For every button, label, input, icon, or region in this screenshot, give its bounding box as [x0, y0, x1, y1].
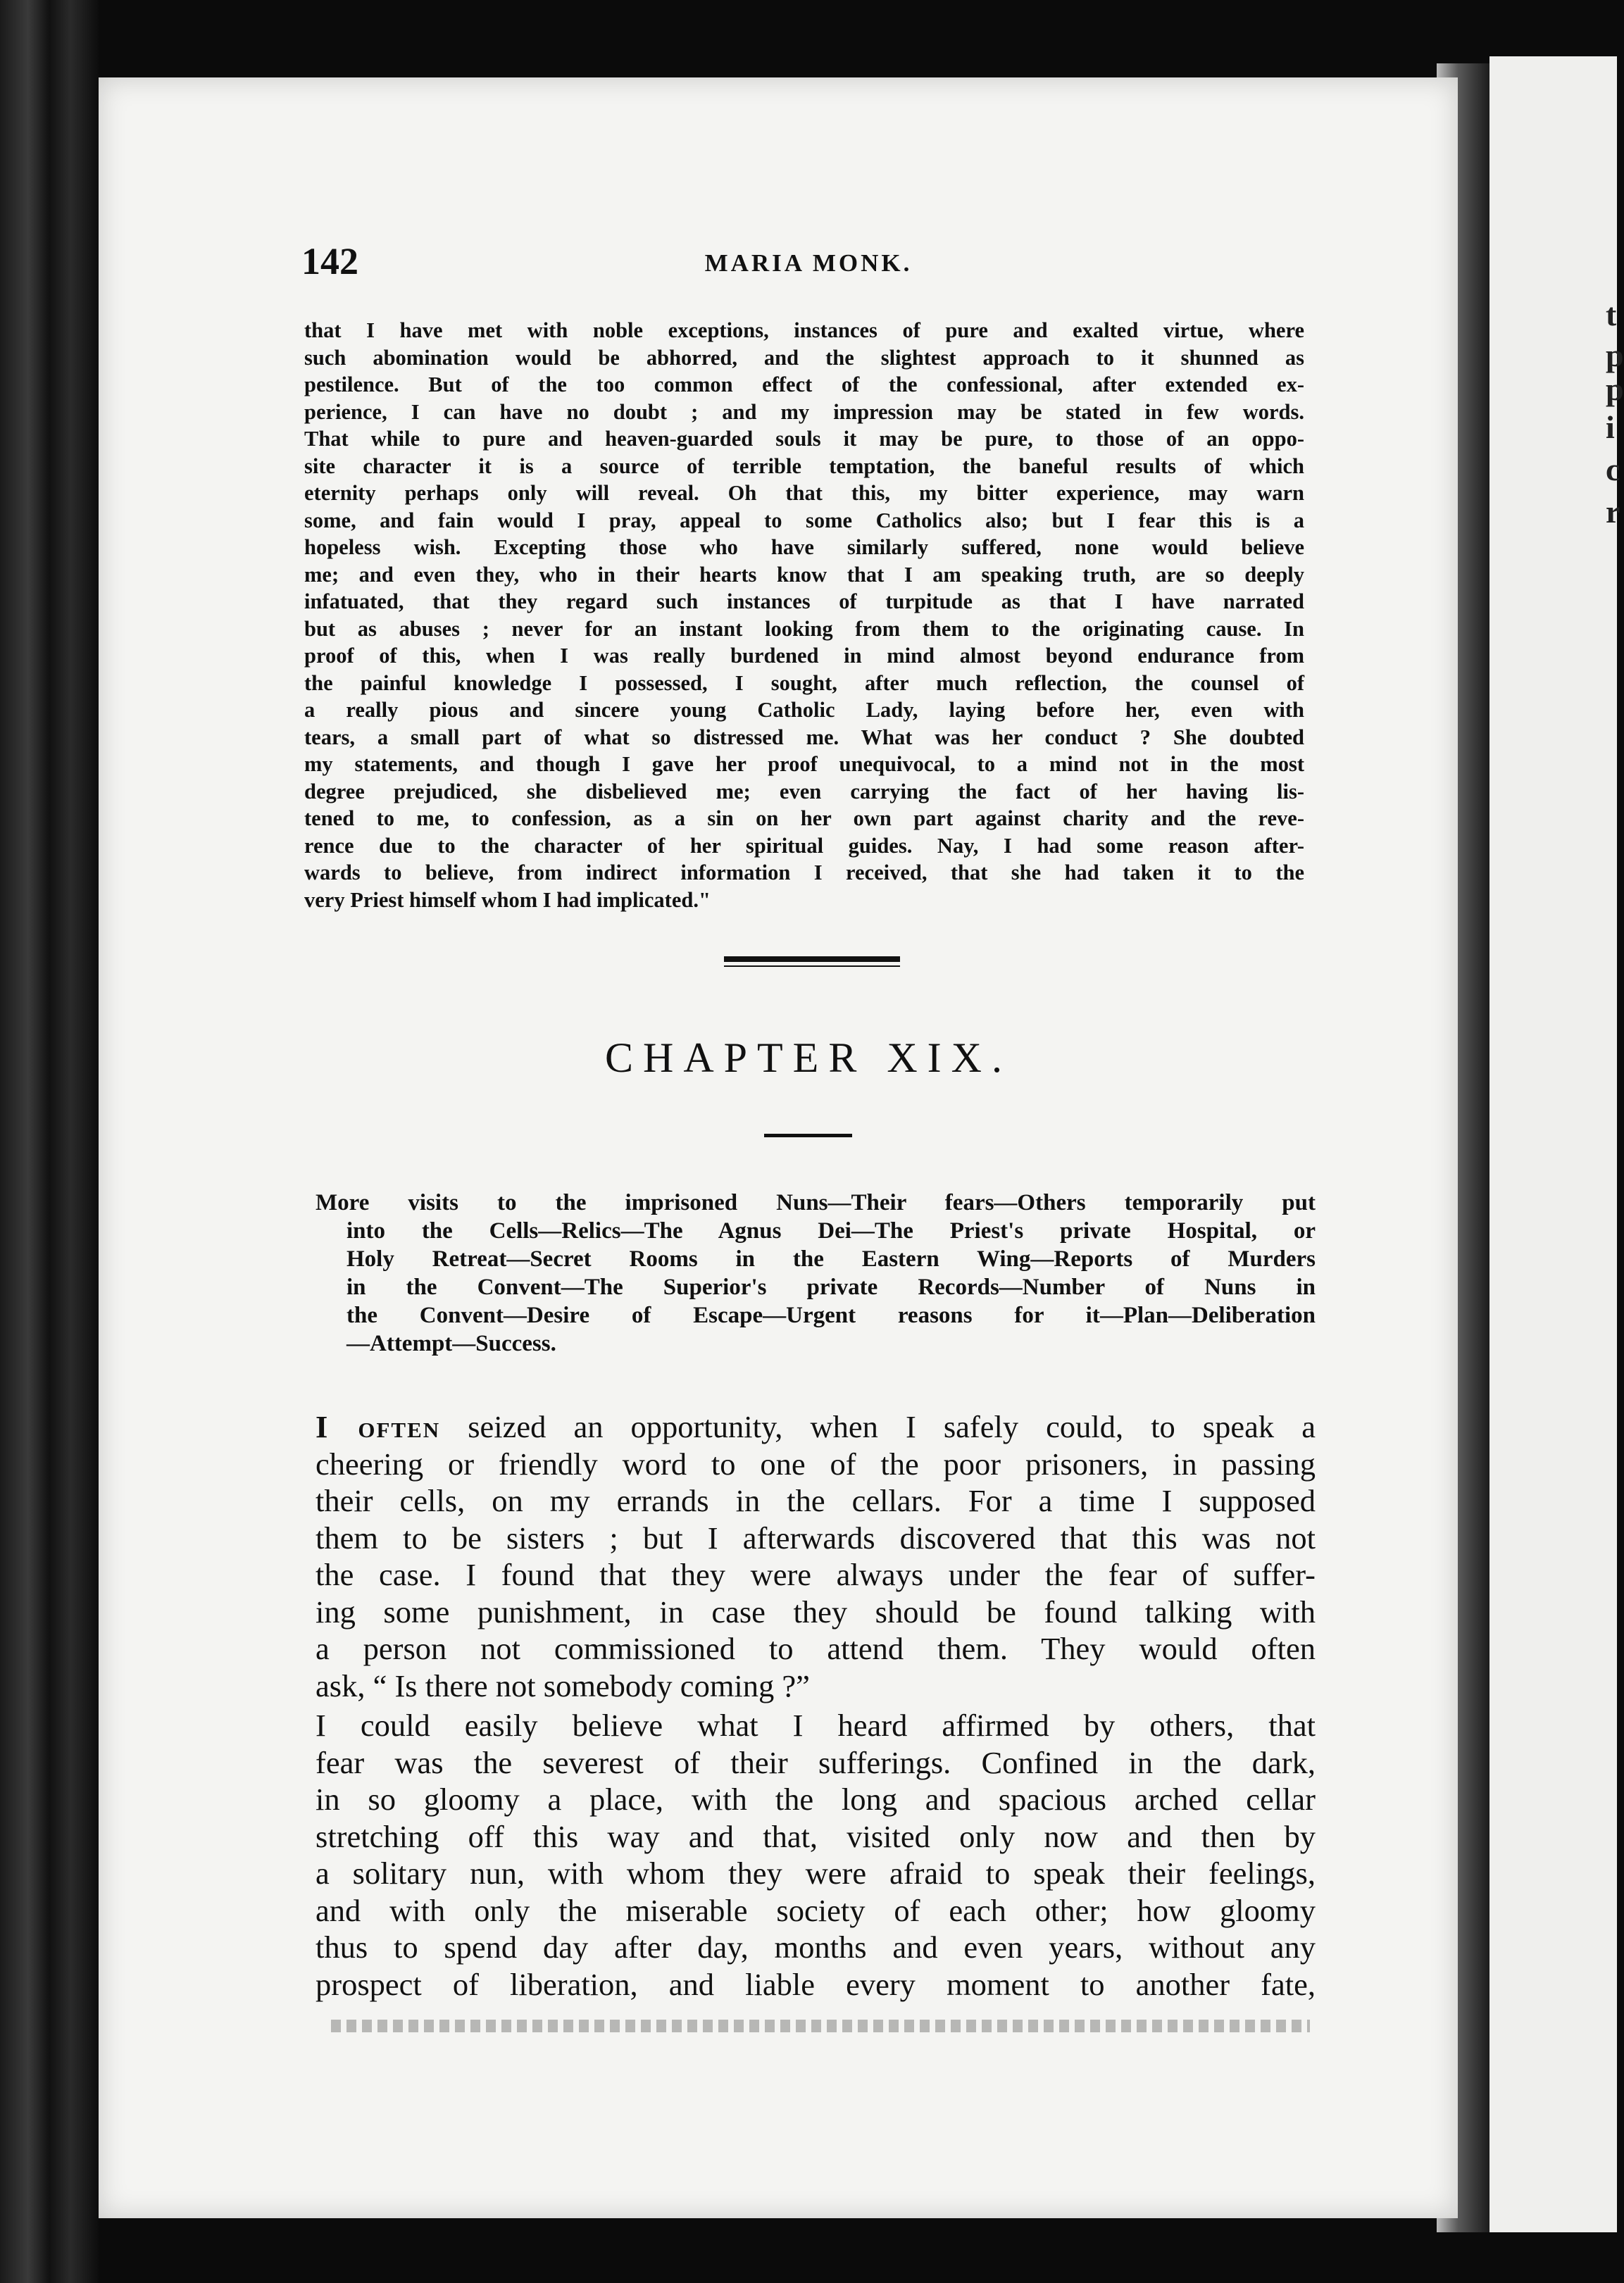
chapter-heading: CHAPTER XIX. — [604, 1034, 1012, 1081]
running-title: MARIA MONK. — [704, 249, 913, 277]
facing-page-fragment: t — [1606, 296, 1617, 332]
text-line: degree prejudiced, she disbelieved me; even carrying the fact of her having lis- — [304, 779, 1304, 803]
continued-passage — [304, 317, 1304, 913]
text-line: some, and fain would I pray, appeal to some Catholics also; but I fear this is a — [304, 508, 1304, 532]
book-binding-edge — [0, 0, 99, 2283]
text-line: ask, “ Is there not somebody coming ?” — [316, 1668, 810, 1703]
text-line: pestilence. But of the too common effect of the confessional, after extended ex- — [304, 373, 1304, 396]
text-line: and with only the miserable society of each other; how gloomy — [316, 1892, 1316, 1928]
facing-page-fragment: p — [1606, 371, 1624, 407]
text-line-rest: seized an opportunity, when I safely could, to speak a — [440, 1409, 1316, 1444]
opening-words: I often — [316, 1409, 441, 1444]
paragraph — [316, 1707, 1316, 2003]
text-line: eternity perhaps only will reveal. Oh that this, my bitter experience, may warn — [304, 481, 1304, 505]
synopsis-line: in the Convent—The Superior's private Records—Number of Nuns in — [346, 1275, 1316, 1300]
text-line: perience, I can have no doubt ; and my impression may be stated in few words. — [304, 399, 1304, 424]
text-line: thus to spend day after day, months and even years, without any — [316, 1929, 1316, 1965]
text-line — [316, 1408, 1316, 1446]
chapter-rule — [764, 1134, 852, 1137]
text-line: very Priest himself whom I had implicated." — [304, 887, 711, 912]
running-head — [301, 239, 1316, 289]
text-line: me; and even they, who in their hearts know that I am speaking truth, are so deeply — [304, 562, 1304, 587]
text-line: a solitary nun, with whom they were afraid to speak their feelings, — [316, 1856, 1316, 1891]
facing-page-fragment: p — [1606, 337, 1624, 373]
facing-page-edge — [1489, 56, 1624, 2232]
synopsis-line: into the Cells—Relics—The Agnus Dei—The Priest's private Hospital, or — [346, 1218, 1316, 1244]
text-line: proof of this, when I was really burdened in mind almost beyond endurance from — [304, 644, 1304, 668]
text-line: them to be sisters ; but I afterwards discovered that this was not — [316, 1520, 1316, 1556]
text-line: prospect of liberation, and liable every moment to another fate, — [316, 1966, 1316, 2002]
text-line: site character it is a source of terrible temptation, the baneful results of which — [304, 454, 1304, 478]
text-line: tened to me, to confession, as a sin on her own part against charity and the reve- — [304, 806, 1304, 830]
facing-page-fragment: i — [1606, 409, 1615, 445]
text-line: in so gloomy a place, with the long and spacious arched cellar — [316, 1782, 1316, 1817]
text-line: stretching off this way and that, visited only now and then by — [316, 1818, 1316, 1854]
text-line: I could easily believe what I heard affirmed by others, that — [316, 1708, 1316, 1743]
page-number: 142 — [301, 240, 358, 282]
text-line: infatuated, that they regard such instances of turpitude as that I have narrated — [304, 589, 1304, 613]
text-line: rence due to the character of her spiritual guides. Nay, I had some reason after- — [304, 833, 1304, 858]
facing-page-fragment: c — [1606, 451, 1620, 487]
text-line: the case. I found that they were always under the fear of suffer- — [316, 1557, 1316, 1592]
chapter-body — [316, 1408, 1316, 2003]
text-line: fear was the severest of their sufferings. Confined in the dark, — [316, 1744, 1316, 1780]
chapter-synopsis — [316, 1189, 1316, 1358]
text-line: a really pious and sincere young Catholic Lady, laying before her, even with — [304, 698, 1304, 722]
text-line: tears, a small part of what so distressed me. What was her conduct ? She doubted — [304, 725, 1304, 749]
text-line: the painful knowledge I possessed, I sought, after much reflection, the counsel of — [304, 670, 1304, 695]
text-line: ing some punishment, in case they should be found talking with — [316, 1594, 1316, 1630]
show-through-text — [331, 2020, 1310, 2032]
facing-page-fragment: r — [1606, 494, 1620, 530]
text-line: but as abuses ; never for an instant looking from them to the originating cause. In — [304, 616, 1304, 641]
text-line: cheering or friendly word to one of the poor prisoners, in passing — [316, 1446, 1316, 1482]
synopsis-line: —Attempt—Success. — [346, 1331, 556, 1356]
section-divider-double — [724, 956, 900, 967]
text-line: hopeless wish. Excepting those who have similarly suffered, none would believe — [304, 535, 1304, 559]
text-line: wards to believe, from indirect information I received, that she had taken it to the — [304, 861, 1304, 884]
text-line: my statements, and though I gave her proof unequivocal, to a mind not in the most — [304, 752, 1304, 776]
text-line: That while to pure and heaven-guarded souls it may be pure, to those of an oppo- — [304, 427, 1304, 451]
text-line: their cells, on my errands in the cellars. For a time I supposed — [316, 1483, 1316, 1518]
text-line: a person not commissioned to attend them. They would often — [316, 1631, 1316, 1666]
synopsis-line: Holy Retreat—Secret Rooms in the Eastern Wing—Reports of Murders — [346, 1246, 1316, 1272]
synopsis-line: More visits to the imprisoned Nuns—Their fears—Others temporarily put — [316, 1190, 1316, 1215]
text-line: such abomination would be abhorred, and the slightest approach to it shunned as — [304, 345, 1304, 370]
synopsis-line: the Convent—Desire of Escape—Urgent reasons for it—Plan—Deliberation — [346, 1303, 1316, 1328]
paragraph — [316, 1408, 1316, 1704]
text-line: that I have met with noble exceptions, instances of pure and exalted virtue, where — [304, 318, 1304, 342]
